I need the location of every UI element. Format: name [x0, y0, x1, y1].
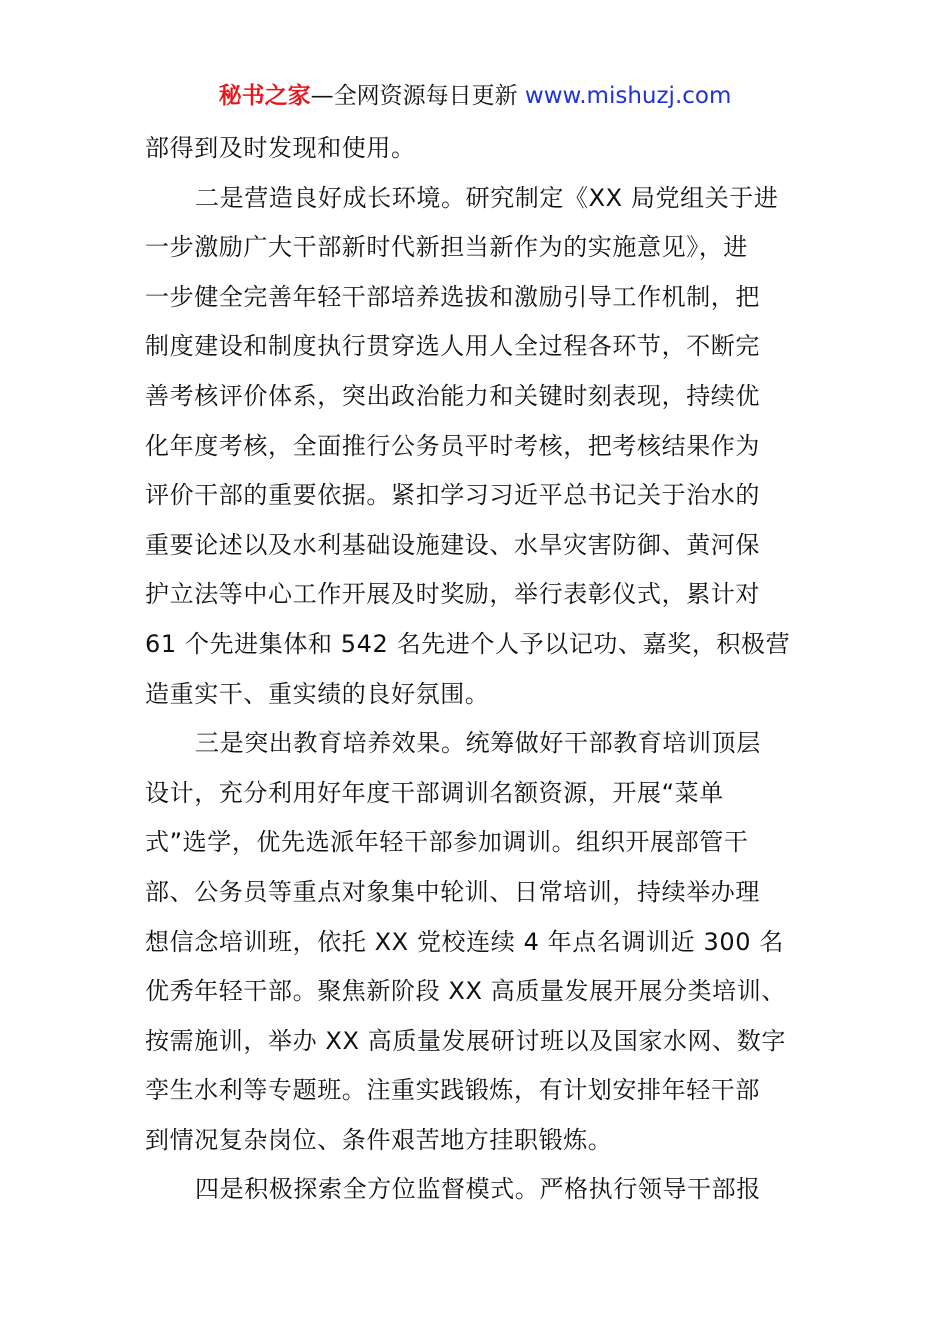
text-line: 优秀年轻干部。聚焦新阶段 XX 高质量发展开展分类培训、 — [145, 977, 786, 1006]
page-header — [0, 80, 950, 112]
text-line: 部得到及时发现和使用。 — [145, 134, 416, 162]
text-line: 到情况复杂岗位、条件艰苦地方挂职锻炼。 — [145, 1125, 613, 1154]
paragraph-start-line: 三是突出教育培养效果。统筹做好干部教育培训顶层 — [195, 729, 761, 758]
text-line: 61 个先进集体和 542 名先进个人予以记功、嘉奖，积极营 — [145, 629, 791, 658]
text-line: 孪生水利等专题班。注重实践锻炼，有计划安排年轻干部 — [145, 1076, 760, 1105]
text-line: 设计，充分利用好年度干部调训名额资源，开展“菜单 — [145, 778, 724, 807]
paragraph-start-line: 四是积极探索全方位监督模式。严格执行领导干部报 — [195, 1175, 761, 1204]
site-url[interactable]: www.mishuzj.com — [524, 83, 732, 109]
document-body — [145, 124, 807, 1215]
text-line: 一步健全完善年轻干部培养选拔和激励引导工作机制，把 — [145, 282, 760, 311]
text-line: 部、公务员等重点对象集中轮训、日常培训，持续举办理 — [145, 877, 760, 906]
text-line: 按需施训，举办 XX 高质量发展研讨班以及国家水网、数字 — [145, 1026, 786, 1055]
text-line: 化年度考核，全面推行公务员平时考核，把考核结果作为 — [145, 431, 760, 460]
text-line: 一步激励广大干部新时代新担当新作为的实施意见》，进 — [145, 233, 748, 262]
text-line: 善考核评价体系，突出政治能力和关键时刻表现，持续优 — [145, 381, 760, 410]
text-line: 造重实干、重实绩的良好氛围。 — [145, 679, 490, 708]
text-line: 评价干部的重要依据。紧扣学习习近平总书记关于治水的 — [145, 481, 760, 510]
brand-name: 秘书之家 — [218, 83, 311, 109]
text-line: 护立法等中心工作开展及时奖励，举行表彰仪式，累计对 — [145, 580, 760, 609]
text-line: 想信念培训班，依托 XX 党校连续 4 年点名调训近 300 名 — [145, 927, 784, 956]
text-line: 重要论述以及水利基础设施建设、水旱灾害防御、黄河保 — [145, 530, 760, 559]
text-line: 制度建设和制度执行贯穿选人用人全过程各环节，不断完 — [145, 332, 760, 361]
paragraph-start-line: 二是营造良好成长环境。研究制定《XX 局党组关于进 — [195, 183, 779, 212]
text-line: 式”选学，优先选派年轻干部参加调训。组织开展部管干 — [145, 828, 749, 857]
header-tagline: —全网资源每日更新 — [310, 83, 525, 109]
